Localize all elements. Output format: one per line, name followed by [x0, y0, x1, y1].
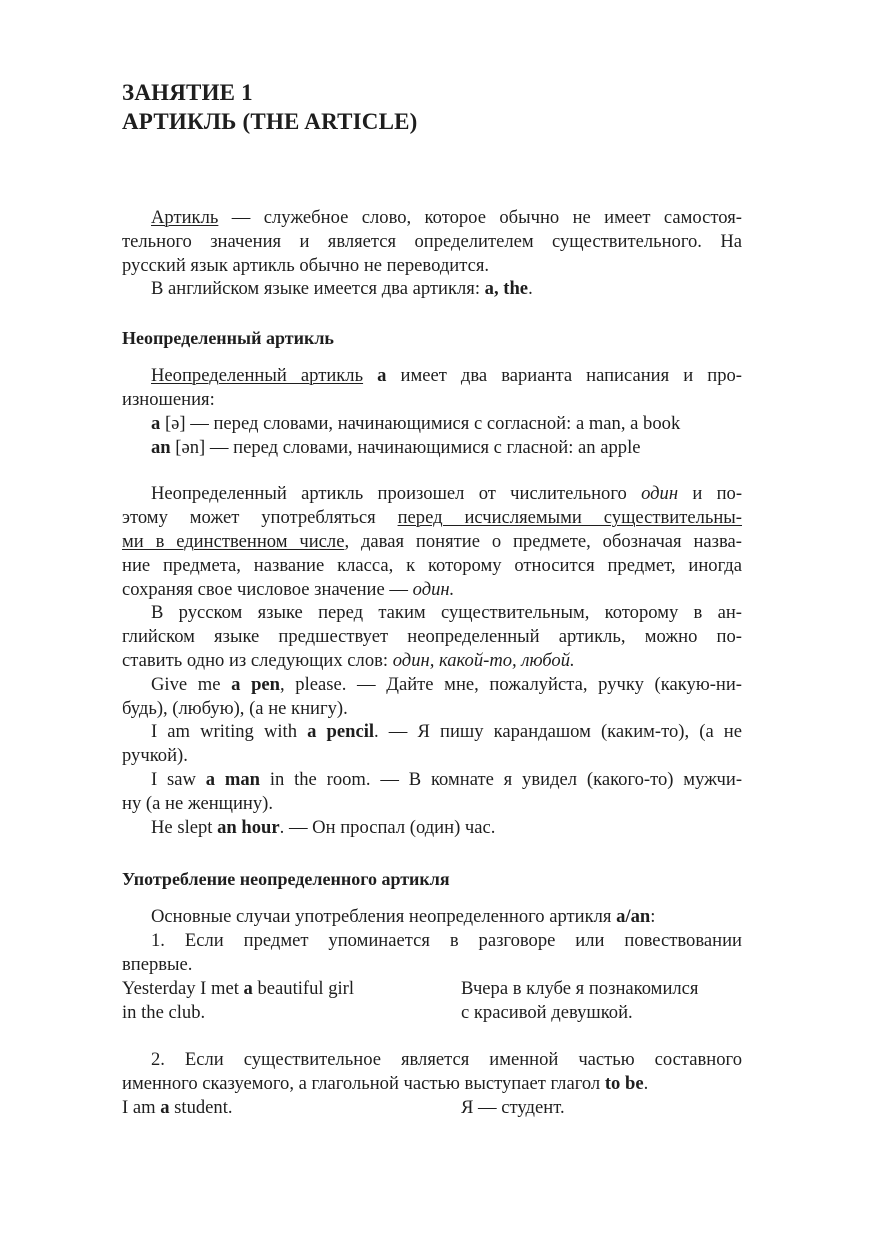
text: Основные случаи употребления неопределенного артикля: [151, 906, 617, 928]
text-line: глийском языке предшествует неопределенный артикль, можно по-: [122, 626, 742, 648]
usage-section: [122, 905, 742, 1119]
article-an: an: [151, 436, 171, 458]
page-content: [122, 78, 742, 1120]
text: . — Он проспал (один) час.: [279, 816, 496, 838]
underlined-phrase: перед исчисляемыми существительны-: [397, 507, 742, 529]
example-english: [122, 1096, 461, 1120]
article-a: a: [377, 365, 387, 387]
case-2-example: [122, 1096, 742, 1120]
bold-example: a pen: [231, 673, 281, 695]
section-heading-indefinite: Неопределенный артикль: [122, 328, 334, 349]
example-line: in the club.: [122, 1001, 206, 1023]
example-line: [122, 1096, 461, 1120]
intro-paragraph: [122, 206, 742, 301]
articles-list: a, the: [484, 278, 529, 300]
article-a: a: [151, 412, 161, 434]
text: :: [650, 906, 656, 928]
example-line: [122, 673, 742, 697]
text-line: В русском языке перед таким существительным, которому в ан-: [151, 602, 742, 624]
lesson-number: ЗАНЯТИЕ 1: [122, 80, 253, 105]
example-line: ну (а не женщину).: [122, 792, 274, 814]
form-a-line: [122, 412, 742, 436]
lesson-topic: АРТИКЛЬ (THE ARTICLE): [122, 109, 418, 134]
case-1-line: 1. Если предмет упоминается в разговоре или повествовании: [151, 930, 742, 952]
indefinite-forms: [122, 364, 742, 459]
case-1-line: впервые.: [122, 953, 193, 975]
text: — служебное слово, которое обычно не имеет самостоя-: [218, 207, 742, 228]
example-line: с красивой девушкой.: [461, 1001, 633, 1023]
example-line: [122, 720, 742, 744]
text: , давая понятие о предмете, обозначая назва-: [344, 530, 742, 552]
text: ставить одно из следующих слов:: [122, 649, 393, 671]
term-article: Артикль: [151, 207, 219, 228]
text-line: [122, 506, 742, 530]
text: He slept: [151, 816, 218, 838]
text: В английском языке имеется два артикля:: [151, 278, 485, 300]
example-line: ручкой).: [122, 745, 188, 767]
text: [363, 365, 377, 386]
text: [ə] — перед словами, начинающимися с согласной: a man, a book: [160, 412, 681, 434]
text: этому может употребляться: [122, 507, 398, 529]
text: Yesterday I met: [122, 977, 244, 999]
text: и по-: [678, 483, 743, 505]
text: . — Я пишу карандашом (каким-то), (а не: [374, 721, 743, 743]
intro-line: [122, 206, 742, 230]
intro-line: русский язык артикль обычно не переводится.: [122, 254, 490, 276]
text: Неопределенный артикль произошел от числительного: [151, 483, 642, 505]
text: I am writing with: [151, 721, 308, 743]
example-russian: [461, 1096, 742, 1120]
text: имеет два варианта написания и про-: [386, 365, 742, 387]
text: in the room. — В комнате я увидел (какого-то) мужчи-: [260, 768, 743, 790]
text: именного сказуемого, а глагольной частью выступает глагол: [122, 1073, 605, 1095]
text-line: изношения:: [122, 388, 215, 410]
text: сохраняя свое числовое значение —: [122, 578, 413, 600]
text: I am: [122, 1096, 161, 1118]
case-2-line: 2. Если существительное является именной частью составного: [151, 1049, 742, 1071]
intro-line: тельного значения и является определителем существительного. На: [122, 230, 742, 252]
text: , please. — Дайте мне, пожалуйста, ручку (какую-ни-: [280, 673, 742, 695]
text: .: [643, 1073, 649, 1095]
example-line: Я — студент.: [461, 1096, 565, 1118]
text-line: [122, 530, 742, 554]
case-2-line: [122, 1072, 742, 1096]
text-line: [122, 364, 742, 388]
example-line: [122, 977, 461, 1001]
text-line: [122, 482, 742, 506]
text: I saw: [151, 768, 206, 790]
example-english: [122, 977, 461, 1025]
text: student.: [169, 1096, 233, 1118]
bold-example: a pencil: [307, 721, 375, 743]
italic-phrase: один, какой-то, любой.: [392, 649, 575, 671]
text: [ən] — перед словами, начинающимися с гласной: an apple: [170, 436, 641, 458]
intro-line: [122, 277, 742, 301]
articles-list: a/an: [616, 906, 651, 928]
verb-to-be: to be: [604, 1073, 644, 1095]
example-line: [122, 816, 742, 840]
bold-example: an hour: [217, 816, 280, 838]
article-a: a: [160, 1096, 170, 1118]
text: beautiful girl: [252, 977, 355, 999]
term-indefinite-article: Неопределенный артикль: [151, 365, 364, 387]
text: Give me: [151, 673, 232, 695]
underlined-phrase: ми в единственном числе: [122, 530, 345, 552]
example-russian: [461, 977, 742, 1025]
origin-paragraph: [122, 482, 742, 839]
text-line: ние предмета, название класса, к которому относится предмет, иногда: [122, 554, 742, 576]
text-line: [122, 649, 742, 673]
form-an-line: [122, 436, 742, 460]
article-a: a: [243, 977, 253, 999]
text: .: [528, 278, 533, 300]
italic-word: один: [641, 483, 679, 505]
example-line: [122, 768, 742, 792]
bold-example: a man: [205, 768, 260, 790]
lesson-title: [122, 78, 742, 136]
text-line: [122, 578, 742, 602]
case-1-example: [122, 977, 742, 1025]
example-line: Вчера в клубе я познакомился: [461, 977, 699, 999]
text-line: [122, 905, 742, 929]
section-heading-usage: Употребление неопределенного артикля: [122, 869, 450, 890]
example-line: будь), (любую), (а не книгу).: [122, 697, 348, 719]
italic-word: один.: [412, 578, 455, 600]
